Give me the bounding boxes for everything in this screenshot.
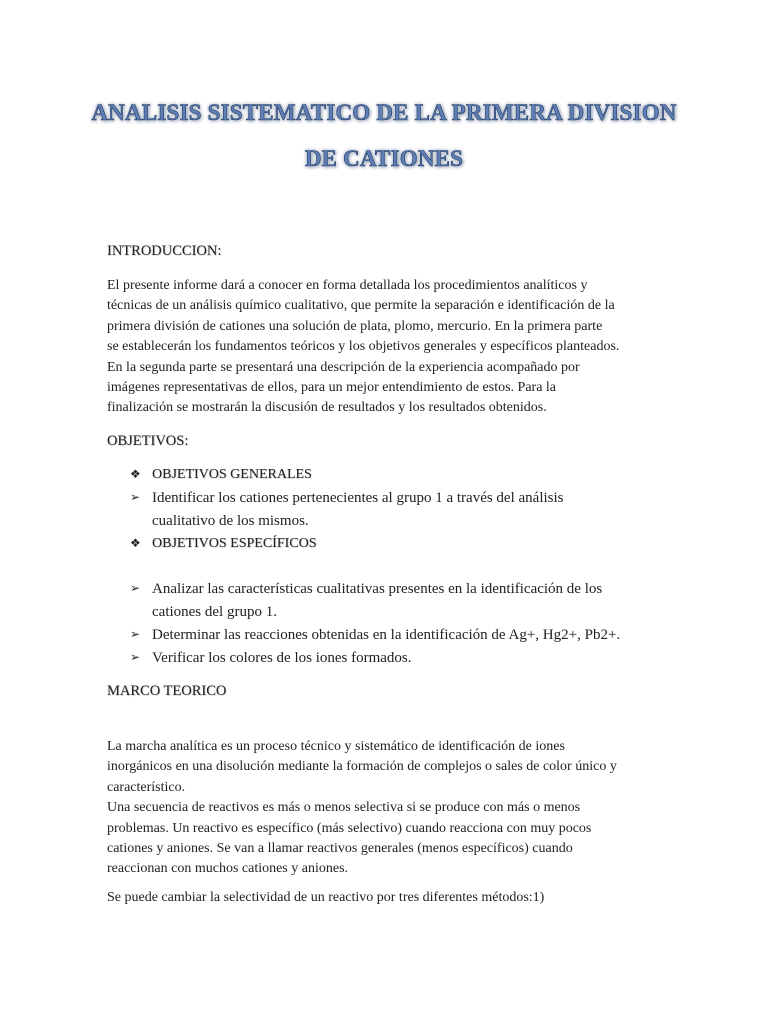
specific-objectives-label: OBJETIVOS ESPECÍFICOS (152, 536, 317, 551)
theory-line: cationes y aniones. Se van a llamar reactivos generales (menos específicos) cuando (107, 841, 573, 857)
intro-line: técnicas de un análisis químico cualitativo, que permite la separación e identificación de la (107, 298, 615, 314)
intro-line: primera división de cationes una solución de plata, plomo, mercurio. En la primera parte (107, 318, 603, 334)
specific-objective-text: Verificar los colores de los iones formados. (152, 650, 412, 666)
theory-line: reaccionan con muchos cationes y aniones. (107, 861, 349, 877)
specific-objective-text: Determinar las reacciones obtenidas en la identificación de Ag+, Hg2+, Pb2+. (152, 627, 621, 643)
intro-line: se establecerán los fundamentos teóricos y los objetivos generales y específicos planteados. (107, 339, 620, 355)
arrow-bullet-icon: ➢ (130, 581, 141, 595)
document-title-line-2: DE CATIONES (304, 146, 464, 171)
theory-line: La marcha analítica es un proceso técnico y sistemático de identificación de iones (107, 739, 565, 754)
arrow-bullet-icon: ➢ (130, 627, 141, 641)
document-title-line-1: ANALISIS SISTEMATICO DE LA PRIMERA DIVISION (91, 100, 677, 125)
theory-line: Se puede cambiar la selectividad de un reactivo por tres diferentes métodos:1) (107, 890, 545, 905)
theory-line: problemas. Un reactivo es específico (más selectivo) cuando reacciona con muy pocos (107, 820, 592, 836)
theory-line: Una secuencia de reactivos es más o menos selectiva si se produce con más o menos (107, 800, 581, 816)
theory-paragraph-2 (107, 888, 667, 908)
diamond-bullet-icon: ❖ (130, 536, 141, 550)
theory-heading: MARCO TEORICO (107, 683, 227, 699)
intro-heading: INTRODUCCION: (107, 243, 222, 259)
objectives-heading: OBJETIVOS: (107, 433, 189, 449)
diamond-bullet-icon: ❖ (130, 467, 141, 481)
arrow-bullet-icon: ➢ (130, 490, 141, 504)
intro-paragraph (107, 276, 667, 419)
theory-line: característico. (107, 779, 186, 795)
general-objective-text: Identificar los cationes pertenecientes al grupo 1 a través del análisis (152, 490, 564, 506)
specific-objective-text: Analizar las características cualitativas presentes en la identificación de los (152, 581, 603, 597)
arrow-bullet-icon: ➢ (130, 650, 141, 664)
general-objectives-label: OBJETIVOS GENERALES (152, 467, 312, 482)
intro-line: El presente informe dará a conocer en forma detallada los procedimientos analíticos y (107, 278, 588, 293)
intro-line: En la segunda parte se presentará una descripción de la experiencia acompañado por (107, 359, 580, 375)
specific-objective-text: cationes del grupo 1. (152, 604, 277, 620)
theory-line: inorgánicos en una disolución mediante la formación de complejos o sales de color único y (107, 759, 617, 775)
intro-line: finalización se mostrarán la discusión de resultados y los resultados obtenidos. (107, 400, 547, 416)
intro-line: imágenes representativas de ellos, para un mejor entendimiento de estos. Para la (107, 380, 557, 396)
theory-paragraph (107, 737, 667, 880)
general-objective-text: cualitativo de los mismos. (152, 513, 309, 529)
